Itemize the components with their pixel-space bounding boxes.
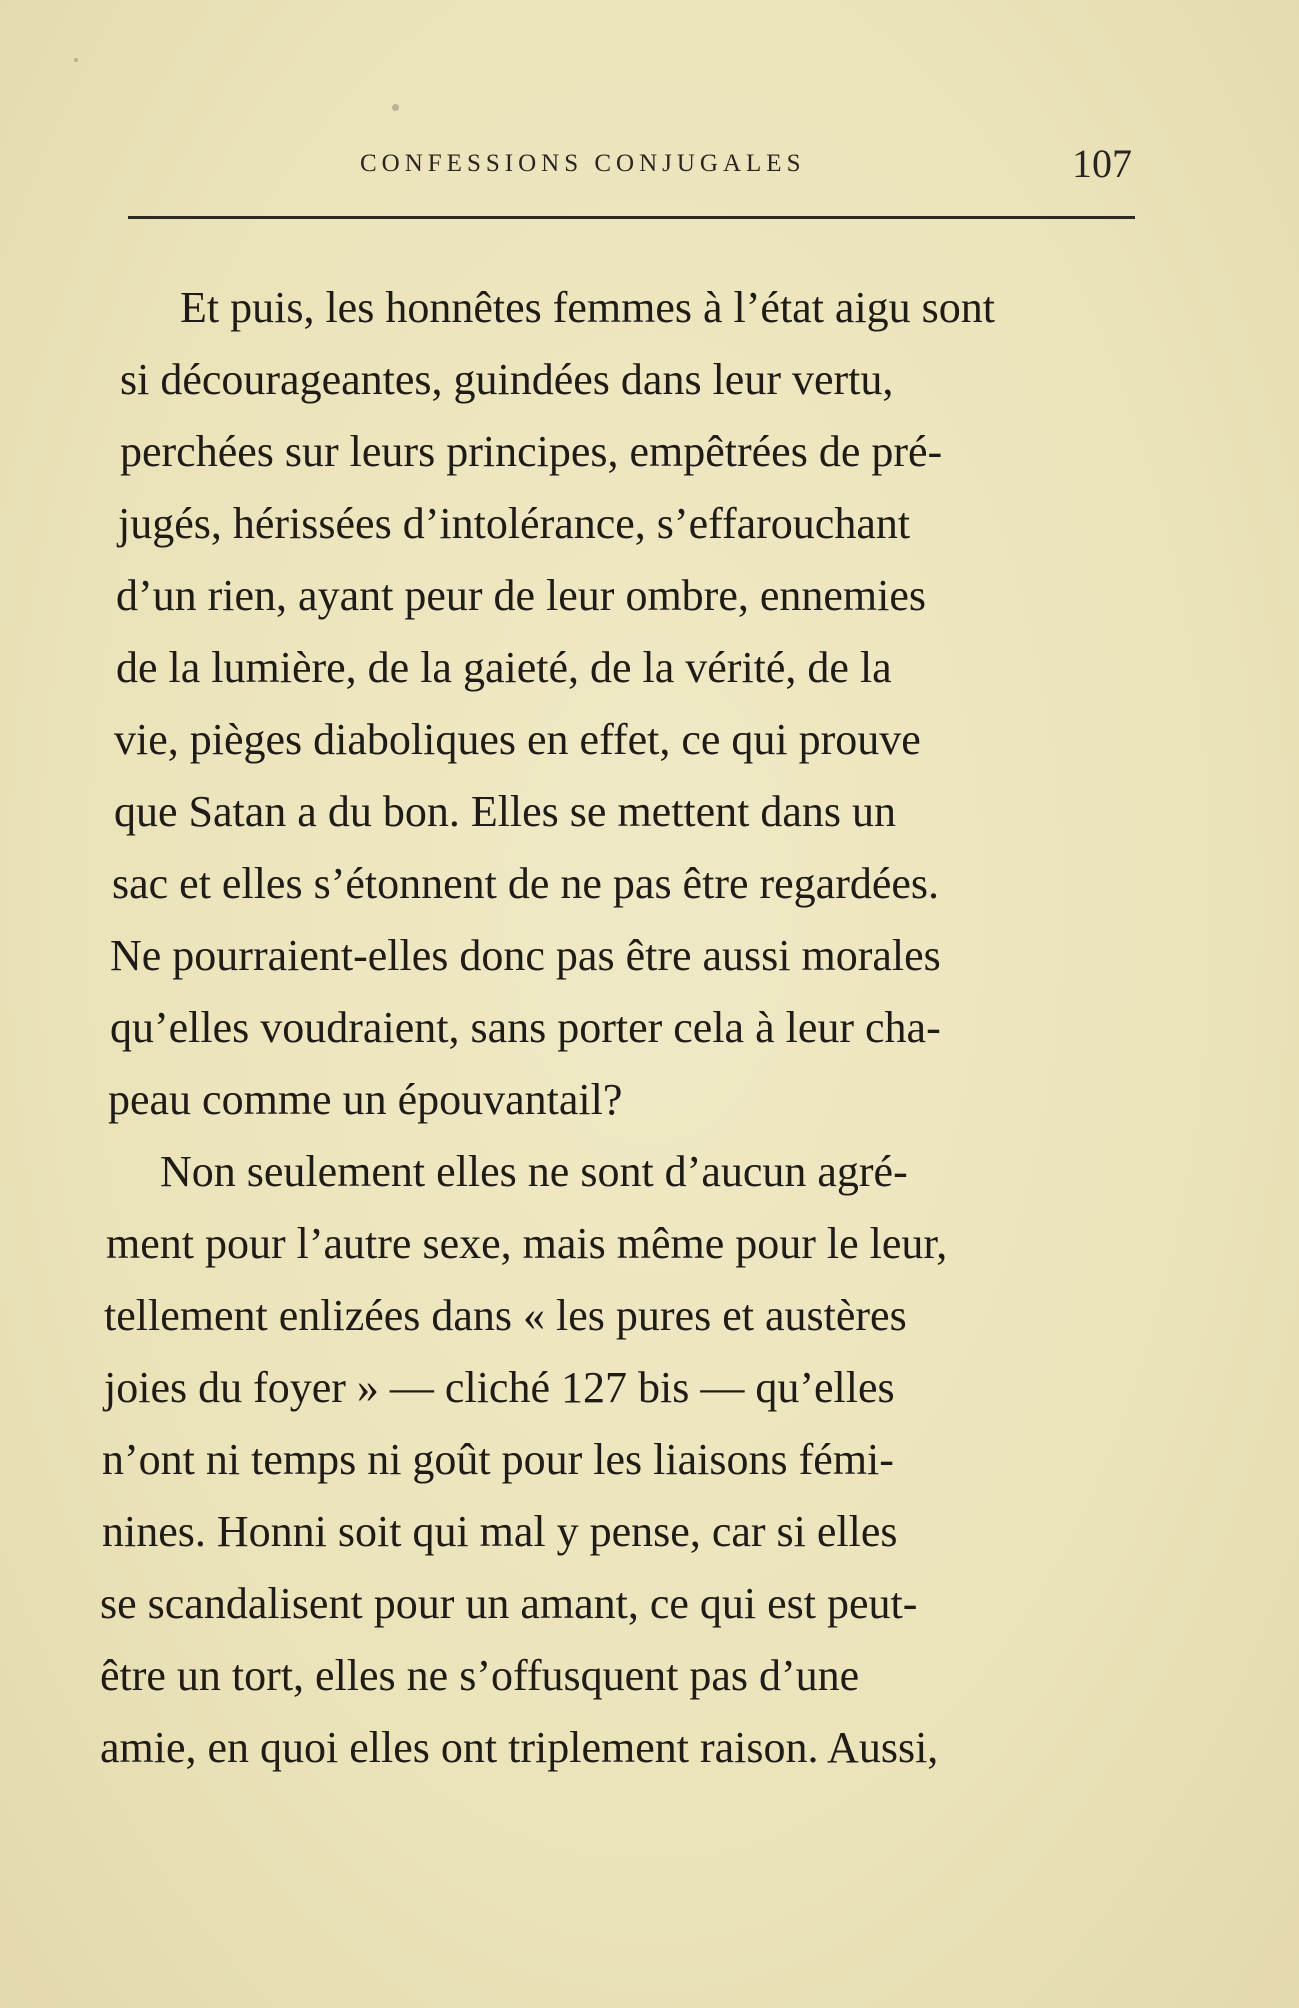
text-line: tellement enlizées dans « les pures et austères xyxy=(104,1291,907,1340)
text-line: être un tort, elles ne s’offusquent pas d’une xyxy=(100,1651,860,1700)
text-line: que Satan a du bon. Elles se mettent dans un xyxy=(114,787,897,836)
text-line: se scandalisent pour un amant, ce qui est peut- xyxy=(100,1579,918,1628)
text-line: jugés, hérissées d’intolérance, s’effarouchant xyxy=(118,499,911,548)
text-line: de la lumière, de la gaieté, de la vérité, de la xyxy=(116,643,892,692)
text-line: sac et elles s’étonnent de ne pas être regardées. xyxy=(112,859,940,908)
text-line: n’ont ni temps ni goût pour les liaisons fémi- xyxy=(102,1435,894,1484)
text-line: peau comme un épouvantail? xyxy=(108,1075,623,1124)
running-title: CONFESSIONS CONJUGALES xyxy=(360,150,806,177)
text-line: Ne pourraient-elles donc pas être aussi morales xyxy=(110,931,941,980)
text-line: d’un rien, ayant peur de leur ombre, ennemies xyxy=(116,571,927,620)
header-rule xyxy=(128,216,1135,219)
text-line: joies du foyer » — cliché 127 bis — qu’elles xyxy=(104,1363,895,1412)
text-line: si décourageantes, guindées dans leur vertu, xyxy=(120,355,894,404)
text-line: nines. Honni soit qui mal y pense, car si elles xyxy=(102,1507,898,1556)
text-line: qu’elles voudraient, sans porter cela à leur cha- xyxy=(110,1003,941,1052)
text-line: vie, pièges diaboliques en effet, ce qui prouve xyxy=(114,715,921,764)
text-line: amie, en quoi elles ont triplement raison. Aussi, xyxy=(100,1723,939,1772)
page-number: 107 xyxy=(1072,141,1132,186)
text-line: Non seulement elles ne sont d’aucun agré- xyxy=(160,1147,908,1196)
paper-speck xyxy=(392,104,399,111)
text-line: ment pour l’autre sexe, mais même pour le leur, xyxy=(106,1219,948,1268)
text-line: Et puis, les honnêtes femmes à l’état aigu sont xyxy=(180,283,996,332)
paper-speck xyxy=(74,58,78,62)
text-line: perchées sur leurs principes, empêtrées de pré- xyxy=(120,427,943,476)
